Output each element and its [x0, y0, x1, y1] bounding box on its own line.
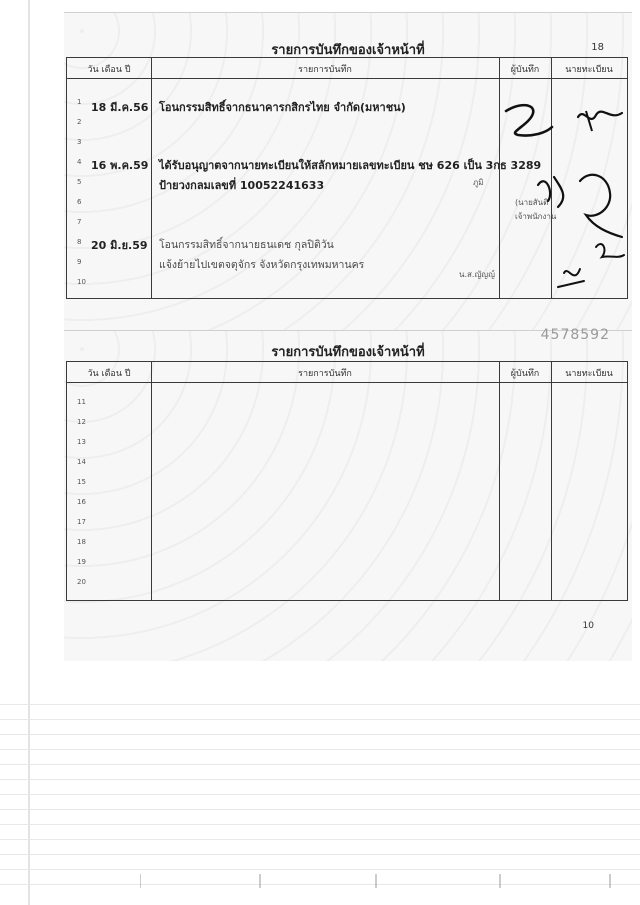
row-number: 12 — [77, 418, 86, 426]
row-number: 7 — [77, 218, 82, 226]
entry-text: ได้รับอนุญาตจากนายทะเบียนให้สลักหมายเลขทะเบียน ชษ 626 เป็น 3กธ 3289 — [159, 159, 542, 172]
header-date: วัน เดือน ปี — [87, 369, 131, 379]
entry-text: โอนกรรมสิทธิ์จากธนาคารกสิกรไทย จำกัด(มหาชน) — [159, 101, 406, 114]
header-date: วัน เดือน ปี — [87, 65, 131, 75]
serial-number: 4578592 — [540, 327, 610, 343]
row-number: 10 — [77, 278, 86, 286]
signature-marks — [498, 97, 628, 297]
section-title: รายการบันทึกของเจ้าหน้าที่ — [271, 345, 425, 360]
entry-date: 16 พ.ค.59 — [91, 159, 149, 172]
stamp-text: (นายสันติ — [515, 198, 549, 207]
row-number: 3 — [77, 138, 82, 146]
row-number: 14 — [77, 458, 86, 466]
row-number: 2 — [77, 118, 82, 126]
row-number: 1 — [77, 98, 82, 106]
row-number: 15 — [77, 478, 86, 486]
header-record: รายการบันทึก — [298, 65, 352, 75]
lower-page-lines — [0, 690, 640, 890]
header-recorder: ผู้บันทึก — [510, 369, 540, 379]
column-divider — [499, 362, 500, 600]
stamp-text: ภูมิ — [473, 178, 484, 187]
entry-text: แจ้งย้ายไปเขตจตุจักร จังหวัดกรุงเทพมหานคร — [159, 259, 365, 271]
header-registrar: นายทะเบียน — [565, 65, 613, 75]
row-number: 5 — [77, 178, 82, 186]
row-number: 20 — [77, 578, 86, 586]
page-number: 18 — [591, 42, 604, 53]
row-number: 6 — [77, 198, 82, 206]
section-title: รายการบันทึกของเจ้าหน้าที่ — [271, 43, 425, 58]
row-number: 9 — [77, 258, 82, 266]
entry-date: 20 มิ.ย.59 — [91, 239, 148, 252]
row-number: 19 — [77, 558, 86, 566]
header-recorder: ผู้บันทึก — [510, 65, 540, 75]
row-number: 13 — [77, 438, 86, 446]
header-registrar: นายทะเบียน — [565, 369, 613, 379]
stamp-text: น.ส.ญัญญ์ — [459, 270, 495, 279]
page-number: 10 — [582, 621, 594, 631]
row-number: 4 — [77, 158, 82, 166]
entry-text: โอนกรรมสิทธิ์จากนายธนเดช กุลปิติวัน — [159, 239, 334, 251]
record-table — [66, 361, 628, 601]
entry-date: 18 มี.ค.56 — [91, 101, 149, 114]
column-divider — [151, 58, 152, 298]
column-divider — [151, 362, 152, 600]
entry-text: ป้ายวงกลมเลขที่ 10052241633 — [159, 179, 325, 192]
row-number: 18 — [77, 538, 86, 546]
row-number: 17 — [77, 518, 86, 526]
bottom-scan-marks — [140, 870, 620, 890]
stamp-text: เจ้าพนักงาน — [515, 212, 557, 221]
row-number: 16 — [77, 498, 86, 506]
record-section-2 — [64, 327, 632, 661]
record-section-1 — [64, 12, 632, 331]
header-record: รายการบันทึก — [298, 369, 352, 379]
column-divider — [551, 362, 552, 600]
row-number: 8 — [77, 238, 82, 246]
row-number: 11 — [77, 398, 86, 406]
